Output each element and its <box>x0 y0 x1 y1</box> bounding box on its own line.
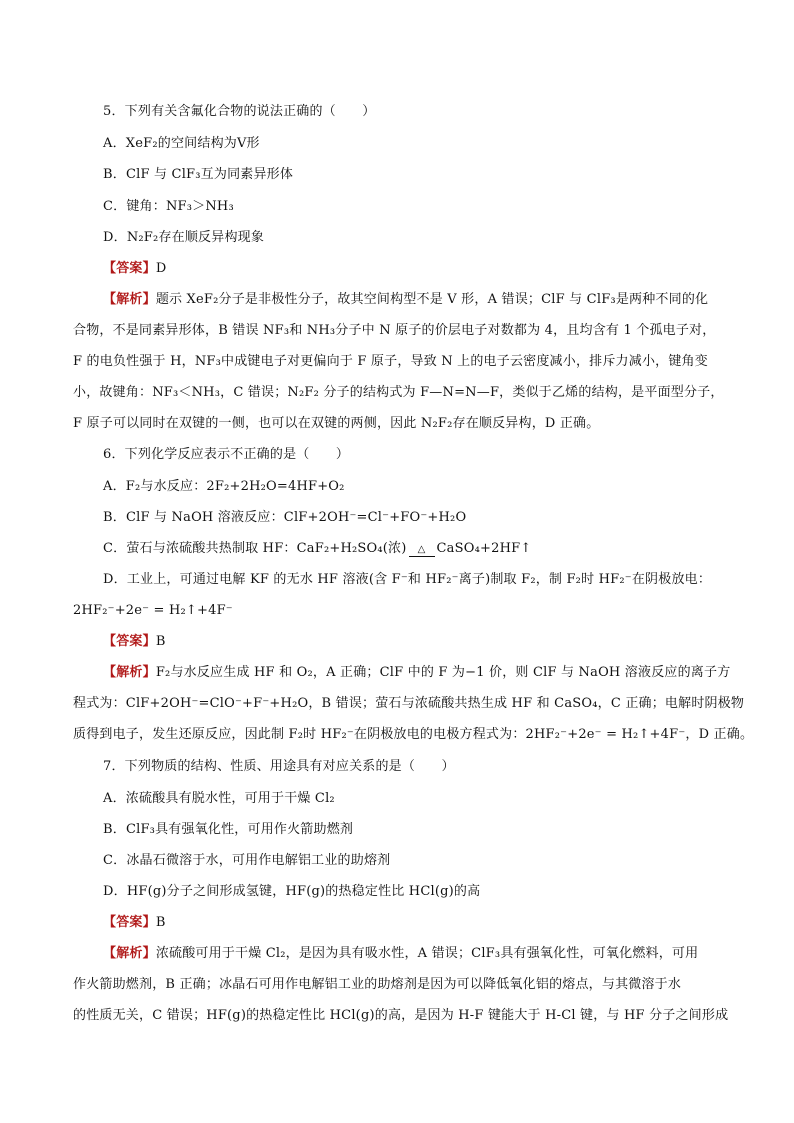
q5-stem: 5．下列有关含氟化合物的说法正确的（ ） <box>103 104 376 119</box>
q5-answer <box>103 259 166 279</box>
answer-label: 【答案】 <box>103 634 156 649</box>
analysis-label: 【解析】 <box>103 665 156 680</box>
q5-analysis-line-4: 小，故键角：NF₃＜NH₃，C 错误；N₂F₂ 分子的结构式为 F—N=N—F，类似于乙烯的结构，是平面型分子， <box>73 385 724 400</box>
q6-option-c-products: CaSO₄+2HF↑ <box>436 541 532 556</box>
q7-stem: 7．下列物质的结构、性质、用途具有对应关系的是（ ） <box>103 759 455 774</box>
q6-option-c <box>103 539 531 559</box>
q5-analysis-line-2: 合物，不是同素异形体，B 错误 NF₃和 NH₃分子中 N 原子的价层电子对数都为 4，且均含有 1 个孤电子对， <box>73 323 716 338</box>
q5-option-d: D．N₂F₂存在顺反异构现象 <box>103 230 265 245</box>
answer-value: B <box>155 634 166 649</box>
q6-analysis-line-1 <box>103 663 730 683</box>
heating-condition-icon: △ <box>409 544 435 557</box>
q7-option-b: B．ClF₃具有强氧化性，可用作火箭助燃剂 <box>103 822 354 837</box>
answer-label: 【答案】 <box>103 915 156 930</box>
analysis-label: 【解析】 <box>103 292 156 307</box>
q6-option-d-line-2: 2HF₂⁻+2e⁻ = H₂↑+4F⁻ <box>73 603 233 618</box>
q6-stem: 6．下列化学反应表示不正确的是（ ） <box>103 447 350 462</box>
q5-option-c: C．键角：NF₃＞NH₃ <box>103 199 234 214</box>
analysis-label: 【解析】 <box>103 946 156 961</box>
q6-answer <box>103 632 166 652</box>
q7-answer <box>103 913 166 933</box>
q7-analysis-line-2: 作火箭助燃剂，B 正确；冰晶石可用作电解铝工业的助熔剂是因为可以降低氧化铝的熔点，与其微溶于水 <box>73 977 682 992</box>
analysis-text: 题示 XeF₂分子是非极性分子，故其空间构型不是 V 形，A 错误；ClF 与 ClF₃是两种不同的化 <box>155 292 709 307</box>
q5-option-a: A．XeF₂的空间结构为V形 <box>103 136 260 151</box>
q6-option-a: A．F₂与水反应：2F₂+2H₂O=4HF+O₂ <box>103 479 345 494</box>
q6-option-c-text: C．萤石与浓硫酸共热制取 HF：CaF₂+H₂SO₄(浓) <box>103 541 407 556</box>
q7-analysis-line-3: 的性质无关，C 错误；HF(g)的热稳定性比 HCl(g)的高，是因为 H-F 键能大于 H-Cl 键，与 HF 分子之间形成 <box>73 1008 729 1023</box>
q7-option-a: A．浓硫酸具有脱水性，可用于干燥 Cl₂ <box>103 791 335 806</box>
q7-option-c: C．冰晶石微溶于水，可用作电解铝工业的助熔剂 <box>103 853 391 868</box>
q6-analysis-line-2: 程式为：ClF+2OH⁻=ClO⁻+F⁻+H₂O，B 错误；萤石与浓硫酸共热生成 HF 和 CaSO₄，C 正确；电解时阴极物 <box>73 696 745 711</box>
q5-analysis-line-3: F 的电负性强于 H，NF₃中成键电子对更偏向于 F 原子，导致 N 上的电子云密度减小，排斥力减小，键角变 <box>73 354 708 369</box>
q6-option-d-line-1: D．工业上，可通过电解 KF 的无水 HF 溶液(含 F⁻和 HF₂⁻离子)制取 F₂，制 F₂时 HF₂⁻在阴极放电： <box>103 572 712 587</box>
q5-analysis-line-1 <box>103 290 708 310</box>
q7-analysis-line-1 <box>103 944 698 964</box>
q6-analysis-line-3: 质得到电子，发生还原反应，因此制 F₂时 HF₂⁻在阴极放电的电极方程式为：2HF₂⁻+2e⁻ = H₂↑+4F⁻，D 正确。 <box>73 727 754 742</box>
q5-option-b: B．ClF 与 ClF₃互为同素异形体 <box>103 167 294 182</box>
answer-label: 【答案】 <box>103 261 156 276</box>
answer-value: D <box>155 261 167 276</box>
q5-analysis-line-5: F 原子可以同时在双键的一侧，也可以在双键的两侧，因此 N₂F₂存在顺反异构，D 正确。 <box>73 416 600 431</box>
analysis-text: 浓硫酸可用于干燥 Cl₂，是因为具有吸水性，A 错误；ClF₃具有强氧化性，可氧化燃料，可用 <box>155 946 699 961</box>
q7-option-d: D．HF(g)分子之间形成氢键，HF(g)的热稳定性比 HCl(g)的高 <box>103 884 481 899</box>
q6-option-b: B．ClF 与 NaOH 溶液反应：ClF+2OH⁻=Cl⁻+FO⁻+H₂O <box>103 510 467 525</box>
analysis-text: F₂与水反应生成 HF 和 O₂，A 正确；ClF 中的 F 为−1 价，则 ClF 与 NaOH 溶液反应的离子方 <box>155 665 731 680</box>
answer-value: B <box>155 915 166 930</box>
